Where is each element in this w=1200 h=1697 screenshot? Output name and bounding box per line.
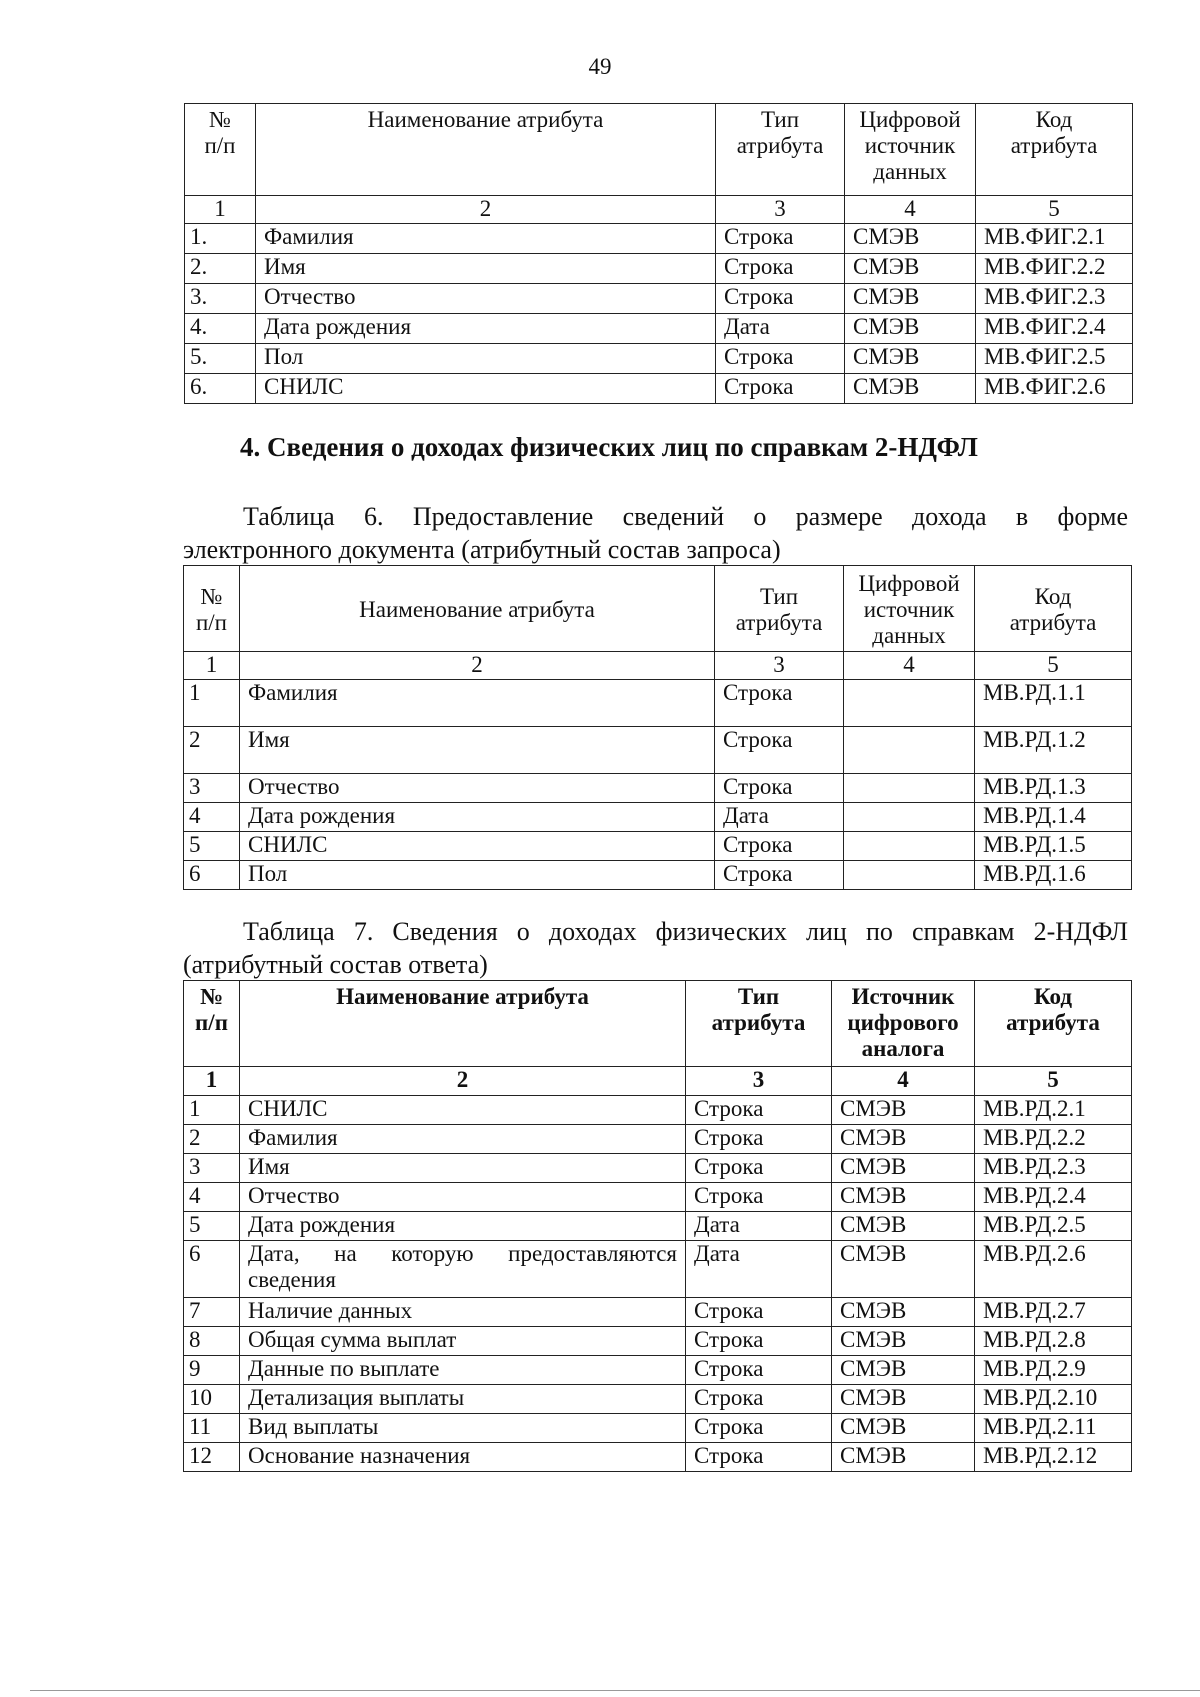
row-number: 6. xyxy=(185,374,256,404)
header-cell-source: Цифровой источник данных xyxy=(844,566,975,652)
header-cell-type: Тип атрибута xyxy=(686,981,832,1067)
table-row xyxy=(184,1154,1132,1183)
table-income-response xyxy=(183,980,1132,1472)
table7-caption xyxy=(183,915,1128,981)
table7-caption-line1: Таблица 7. Сведения о доходах физических лиц по справкам 2-НДФЛ xyxy=(243,917,1128,946)
row-attribute-name: СНИЛС xyxy=(256,374,716,404)
table6-caption xyxy=(183,500,1128,566)
row-type: Строка xyxy=(715,774,844,803)
table-row xyxy=(184,1356,1132,1385)
table-row xyxy=(185,224,1133,254)
row-code: МВ.ФИГ.2.4 xyxy=(976,314,1133,344)
row-code: МВ.РД.2.6 xyxy=(975,1241,1132,1298)
row-code: МВ.РД.2.10 xyxy=(975,1385,1132,1414)
table-row xyxy=(184,832,1132,861)
row-number: 4 xyxy=(184,803,240,832)
row-attribute-name: СНИЛС xyxy=(240,832,715,861)
row-number: 9 xyxy=(184,1356,240,1385)
numbering-cell: 5 xyxy=(976,196,1133,224)
row-code: МВ.РД.2.11 xyxy=(975,1414,1132,1443)
row-code: МВ.РД.2.2 xyxy=(975,1125,1132,1154)
row-number: 10 xyxy=(184,1385,240,1414)
row-number: 1. xyxy=(185,224,256,254)
row-number: 3 xyxy=(184,1154,240,1183)
row-code: МВ.РД.1.5 xyxy=(975,832,1132,861)
row-source: СМЭВ xyxy=(832,1212,975,1241)
row-type: Строка xyxy=(715,861,844,890)
row-source: СМЭВ xyxy=(832,1298,975,1327)
header-cell-type: Тип атрибута xyxy=(716,104,845,196)
row-code: МВ.ФИГ.2.6 xyxy=(976,374,1133,404)
row-number: 2. xyxy=(185,254,256,284)
row-attribute-name: СНИЛС xyxy=(240,1096,686,1125)
row-attribute-name: Фамилия xyxy=(240,680,715,727)
table-header-row xyxy=(184,566,1132,652)
header-cell-code: Код атрибута xyxy=(975,566,1132,652)
row-attribute-name: Имя xyxy=(256,254,716,284)
row-attribute-name: Дата рождения xyxy=(240,803,715,832)
row-source: СМЭВ xyxy=(845,374,976,404)
numbering-cell: 4 xyxy=(845,196,976,224)
row-type: Строка xyxy=(715,727,844,774)
row-attribute-name: Дата рождения xyxy=(240,1212,686,1241)
table-header-row xyxy=(185,104,1133,196)
table-row xyxy=(185,344,1133,374)
row-source xyxy=(844,832,975,861)
row-type: Дата xyxy=(686,1241,832,1298)
header-cell-number: № п/п xyxy=(184,981,240,1067)
row-type: Строка xyxy=(686,1096,832,1125)
numbering-cell: 2 xyxy=(256,196,716,224)
numbering-cell: 1 xyxy=(184,652,240,680)
row-attribute-name: Наличие данных xyxy=(240,1298,686,1327)
row-source xyxy=(844,680,975,727)
row-code: МВ.РД.2.5 xyxy=(975,1212,1132,1241)
table-row xyxy=(184,1125,1132,1154)
row-attribute-name: Имя xyxy=(240,727,715,774)
row-code: МВ.РД.1.3 xyxy=(975,774,1132,803)
table-row xyxy=(184,1414,1132,1443)
row-attribute-name: Отчество xyxy=(240,774,715,803)
row-number: 2 xyxy=(184,1125,240,1154)
table-row xyxy=(184,1183,1132,1212)
row-code: МВ.ФИГ.2.3 xyxy=(976,284,1133,314)
row-attribute-name: Пол xyxy=(256,344,716,374)
row-number: 4 xyxy=(184,1183,240,1212)
row-attribute-name: Фамилия xyxy=(240,1125,686,1154)
row-type: Строка xyxy=(686,1327,832,1356)
row-attribute-name: Отчество xyxy=(240,1183,686,1212)
row-code: МВ.РД.2.1 xyxy=(975,1096,1132,1125)
row-attribute-name: Имя xyxy=(240,1154,686,1183)
row-source: СМЭВ xyxy=(832,1385,975,1414)
row-source: СМЭВ xyxy=(845,254,976,284)
row-number: 2 xyxy=(184,727,240,774)
row-type: Строка xyxy=(716,374,845,404)
table-header-row xyxy=(184,981,1132,1067)
header-cell-type: Тип атрибута xyxy=(715,566,844,652)
row-source xyxy=(844,803,975,832)
row-number: 12 xyxy=(184,1443,240,1472)
table-row xyxy=(185,314,1133,344)
row-number: 5. xyxy=(185,344,256,374)
row-type: Строка xyxy=(686,1154,832,1183)
row-number: 6 xyxy=(184,861,240,890)
row-number: 3. xyxy=(185,284,256,314)
row-attribute-name: Фамилия xyxy=(256,224,716,254)
row-number: 1 xyxy=(184,1096,240,1125)
row-source: СМЭВ xyxy=(845,224,976,254)
row-code: МВ.РД.1.1 xyxy=(975,680,1132,727)
table6-caption-line1: Таблица 6. Предоставление сведений о размере дохода в форме xyxy=(243,502,1128,531)
row-type: Строка xyxy=(716,284,845,314)
table-row xyxy=(184,1096,1132,1125)
row-code: МВ.РД.1.6 xyxy=(975,861,1132,890)
row-number: 8 xyxy=(184,1327,240,1356)
row-attribute-name: Основание назначения xyxy=(240,1443,686,1472)
header-cell-number: № п/п xyxy=(185,104,256,196)
row-source: СМЭВ xyxy=(832,1125,975,1154)
row-source: СМЭВ xyxy=(832,1183,975,1212)
row-type: Строка xyxy=(716,344,845,374)
numbering-cell: 1 xyxy=(184,1067,240,1096)
table-row xyxy=(184,1327,1132,1356)
table-numbering-row xyxy=(184,652,1132,680)
row-attribute-name: Детализация выплаты xyxy=(240,1385,686,1414)
row-code: МВ.РД.2.8 xyxy=(975,1327,1132,1356)
header-cell-attribute-name: Наименование атрибута xyxy=(240,566,715,652)
row-source: СМЭВ xyxy=(832,1096,975,1125)
header-cell-number: № п/п xyxy=(184,566,240,652)
row-type: Дата xyxy=(715,803,844,832)
row-type: Строка xyxy=(686,1385,832,1414)
row-source: СМЭВ xyxy=(832,1356,975,1385)
row-type: Строка xyxy=(686,1183,832,1212)
table-row xyxy=(184,727,1132,774)
numbering-cell: 2 xyxy=(240,652,715,680)
row-source xyxy=(844,774,975,803)
row-source xyxy=(844,861,975,890)
table-row xyxy=(185,284,1133,314)
row-code: МВ.РД.2.4 xyxy=(975,1183,1132,1212)
row-type: Строка xyxy=(686,1443,832,1472)
row-code: МВ.РД.1.2 xyxy=(975,727,1132,774)
row-attribute-name: Данные по выплате xyxy=(240,1356,686,1385)
row-code: МВ.РД.2.7 xyxy=(975,1298,1132,1327)
row-type: Строка xyxy=(715,680,844,727)
page-bottom-edge xyxy=(30,1690,1200,1691)
table-row xyxy=(184,1212,1132,1241)
table-income-request xyxy=(183,565,1132,890)
row-source: СМЭВ xyxy=(845,284,976,314)
table-row xyxy=(184,774,1132,803)
row-type: Строка xyxy=(686,1356,832,1385)
row-code: МВ.РД.2.3 xyxy=(975,1154,1132,1183)
header-cell-source: Источник цифрового аналога xyxy=(832,981,975,1067)
row-source: СМЭВ xyxy=(832,1327,975,1356)
table-row xyxy=(184,803,1132,832)
row-attribute-name: Отчество xyxy=(256,284,716,314)
row-source: СМЭВ xyxy=(845,314,976,344)
table-row xyxy=(185,254,1133,284)
numbering-cell: 5 xyxy=(975,1067,1132,1096)
table-row xyxy=(184,1241,1132,1298)
row-attribute-name: Дата рождения xyxy=(256,314,716,344)
row-type: Строка xyxy=(716,224,845,254)
numbering-cell: 3 xyxy=(686,1067,832,1096)
row-source xyxy=(844,727,975,774)
numbering-cell: 5 xyxy=(975,652,1132,680)
table-row xyxy=(185,374,1133,404)
row-type: Строка xyxy=(686,1298,832,1327)
row-number: 6 xyxy=(184,1241,240,1298)
section-title: 4. Сведения о доходах физических лиц по справкам 2-НДФЛ xyxy=(240,432,978,462)
row-code: МВ.РД.2.12 xyxy=(975,1443,1132,1472)
table-row xyxy=(184,1443,1132,1472)
row-number: 7 xyxy=(184,1298,240,1327)
header-cell-code: Код атрибута xyxy=(976,104,1133,196)
table-row xyxy=(184,1298,1132,1327)
table-numbering-row xyxy=(185,196,1133,224)
row-code: МВ.ФИГ.2.2 xyxy=(976,254,1133,284)
header-cell-attribute-name: Наименование атрибута xyxy=(256,104,716,196)
table-numbering-row xyxy=(184,1067,1132,1096)
numbering-cell: 4 xyxy=(844,652,975,680)
table-row xyxy=(184,861,1132,890)
row-code: МВ.ФИГ.2.1 xyxy=(976,224,1133,254)
numbering-cell: 3 xyxy=(715,652,844,680)
page-number: 49 xyxy=(588,54,612,79)
row-attribute-name: Дата, на которую предоставляются сведения xyxy=(240,1241,686,1298)
header-cell-attribute-name: Наименование атрибута xyxy=(240,981,686,1067)
row-attribute-name: Пол xyxy=(240,861,715,890)
row-number: 11 xyxy=(184,1414,240,1443)
row-attribute-name: Вид выплаты xyxy=(240,1414,686,1443)
row-type: Дата xyxy=(716,314,845,344)
table-personal-attributes xyxy=(184,103,1133,404)
row-type: Строка xyxy=(686,1414,832,1443)
row-source: СМЭВ xyxy=(832,1414,975,1443)
row-type: Дата xyxy=(686,1212,832,1241)
row-source: СМЭВ xyxy=(832,1241,975,1298)
table6-caption-line2: электронного документа (атрибутный состав запроса) xyxy=(183,535,781,564)
numbering-cell: 2 xyxy=(240,1067,686,1096)
row-source: СМЭВ xyxy=(832,1154,975,1183)
numbering-cell: 4 xyxy=(832,1067,975,1096)
row-type: Строка xyxy=(716,254,845,284)
row-number: 5 xyxy=(184,1212,240,1241)
table7-caption-line2: (атрибутный состав ответа) xyxy=(183,950,488,979)
row-code: МВ.РД.2.9 xyxy=(975,1356,1132,1385)
row-number: 4. xyxy=(185,314,256,344)
row-code: МВ.РД.1.4 xyxy=(975,803,1132,832)
row-source: СМЭВ xyxy=(832,1443,975,1472)
numbering-cell: 3 xyxy=(716,196,845,224)
row-number: 3 xyxy=(184,774,240,803)
header-cell-source: Цифровой источник данных xyxy=(845,104,976,196)
header-cell-code: Код атрибута xyxy=(975,981,1132,1067)
row-type: Строка xyxy=(715,832,844,861)
row-code: МВ.ФИГ.2.5 xyxy=(976,344,1133,374)
table-row xyxy=(184,1385,1132,1414)
row-attribute-name: Общая сумма выплат xyxy=(240,1327,686,1356)
numbering-cell: 1 xyxy=(185,196,256,224)
row-source: СМЭВ xyxy=(845,344,976,374)
row-number: 5 xyxy=(184,832,240,861)
table-row xyxy=(184,680,1132,727)
row-number: 1 xyxy=(184,680,240,727)
row-type: Строка xyxy=(686,1125,832,1154)
